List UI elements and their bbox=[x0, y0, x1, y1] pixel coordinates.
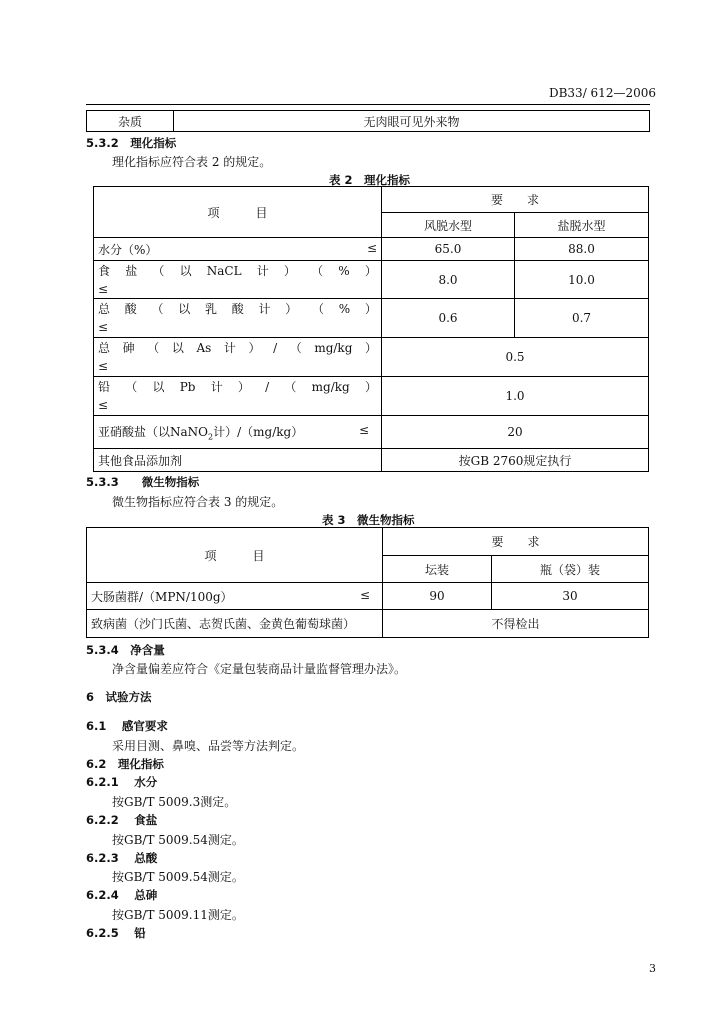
section-6-2-1-text: 按GB/T 5009.3测定。 bbox=[112, 795, 237, 809]
section-6-2-4-heading: 6.2.4 总砷 bbox=[86, 888, 158, 902]
section-6-2-2-text: 按GB/T 5009.54测定。 bbox=[112, 833, 244, 847]
lte-symbol: ≤ bbox=[358, 422, 369, 437]
table-row bbox=[94, 377, 649, 416]
section-6-heading: 6 试验方法 bbox=[86, 690, 152, 704]
section-5-3-3-text: 微生物指标应符合表 3 的规定。 bbox=[112, 495, 284, 509]
value-cell: 不得检出 bbox=[383, 610, 649, 638]
lte-symbol: ≤ bbox=[98, 281, 109, 296]
row-label: 大肠菌群/（MPN/100g） bbox=[91, 589, 233, 604]
section-6-2-heading: 6.2 理化指标 bbox=[86, 757, 164, 771]
value-cell: 8.0 bbox=[382, 261, 515, 299]
section-5-3-4-text: 净含量偏差应符合《定量包装商品计量监督管理办法》。 bbox=[112, 662, 407, 676]
value-cell: 按GB 2760规定执行 bbox=[382, 449, 649, 472]
table-row bbox=[94, 338, 649, 377]
row-label: 其他食品添加剂 bbox=[94, 449, 382, 472]
section-6-1-heading: 6.1 感官要求 bbox=[86, 719, 168, 733]
row-label: 致病菌（沙门氏菌、志贺氏菌、金黄色葡萄球菌） bbox=[87, 610, 383, 638]
section-6-2-2-heading: 6.2.2 食盐 bbox=[86, 813, 158, 827]
lte-symbol: ≤ bbox=[98, 359, 109, 373]
table-2-physicochemical bbox=[93, 186, 649, 472]
table-3-microbial bbox=[86, 527, 649, 638]
page-number: 3 bbox=[649, 962, 656, 975]
row-label: 亚硝酸盐（以NaNO$_2$计）/（mg/kg） bbox=[98, 424, 304, 442]
table-3-col-item: 项 目 bbox=[87, 528, 383, 583]
table-3-col-req: 要 求 bbox=[383, 528, 649, 556]
table-3-sub-jar: 坛装 bbox=[383, 556, 492, 583]
table-row bbox=[94, 416, 649, 449]
impurity-value: 无肉眼可见外来物 bbox=[174, 111, 650, 132]
value-cell: 0.7 bbox=[515, 299, 649, 338]
value-cell: 1.0 bbox=[382, 377, 649, 416]
header-rule bbox=[86, 104, 650, 105]
table-row bbox=[87, 610, 649, 638]
value-cell: 10.0 bbox=[515, 261, 649, 299]
table-row bbox=[94, 261, 649, 299]
document-code: DB33/ 612—2006 bbox=[548, 86, 656, 100]
row-label: 铅 （ 以 Pb 计 ） / （ mg/kg ） bbox=[98, 380, 377, 394]
table-3-sub-bottle: 瓶（袋）装 bbox=[492, 556, 649, 583]
impurity-label: 杂质 bbox=[87, 111, 174, 132]
section-5-3-2-text: 理化指标应符合表 2 的规定。 bbox=[112, 155, 272, 169]
impurity-table bbox=[86, 110, 650, 132]
lte-symbol: ≤ bbox=[98, 320, 109, 334]
table-2-col-req: 要 求 bbox=[382, 187, 649, 213]
section-5-3-4-heading: 5.3.4 净含量 bbox=[86, 643, 165, 657]
row-label: 总 砷 （ 以 As 计 ） / （ mg/kg ） bbox=[98, 341, 377, 355]
value-cell: 0.5 bbox=[382, 338, 649, 377]
row-label: 食 盐 （ 以 NaCL 计 ） （ % ） bbox=[98, 263, 377, 278]
row-label: 水分（%） bbox=[98, 242, 158, 257]
section-6-2-3-text: 按GB/T 5009.54测定。 bbox=[112, 870, 244, 884]
section-5-3-2-heading: 5.3.2 理化指标 bbox=[86, 136, 177, 150]
lte-symbol: ≤ bbox=[98, 398, 109, 412]
table-row bbox=[87, 583, 649, 610]
row-label: 总 酸 （ 以 乳 酸 计 ） （ % ） bbox=[98, 302, 377, 316]
lte-symbol: ≤ bbox=[366, 240, 377, 255]
section-6-2-4-text: 按GB/T 5009.11测定。 bbox=[112, 908, 244, 922]
value-cell: 0.6 bbox=[382, 299, 515, 338]
table-3-caption: 表 3 微生物指标 bbox=[322, 513, 415, 527]
value-cell: 20 bbox=[382, 416, 649, 449]
section-6-2-3-heading: 6.2.3 总酸 bbox=[86, 851, 158, 865]
value-cell: 30 bbox=[492, 583, 649, 610]
lte-symbol: ≤ bbox=[359, 587, 370, 602]
section-6-2-1-heading: 6.2.1 水分 bbox=[86, 775, 158, 789]
table-2-col-item: 项 目 bbox=[94, 187, 382, 238]
table-2-sub-air-dried: 风脱水型 bbox=[382, 213, 515, 238]
table-2-sub-salt-dried: 盐脱水型 bbox=[515, 213, 649, 238]
value-cell: 90 bbox=[383, 583, 492, 610]
section-6-1-text: 采用目测、鼻嗅、品尝等方法判定。 bbox=[112, 739, 305, 753]
table-row bbox=[94, 299, 649, 338]
table-row bbox=[94, 449, 649, 472]
table-row bbox=[94, 238, 649, 261]
value-cell: 88.0 bbox=[515, 238, 649, 261]
section-5-3-3-heading: 5.3.3 微生物指标 bbox=[86, 475, 200, 489]
table-2-caption: 表 2 理化指标 bbox=[329, 173, 411, 187]
section-6-2-5-heading: 6.2.5 铅 bbox=[86, 926, 146, 940]
value-cell: 65.0 bbox=[382, 238, 515, 261]
